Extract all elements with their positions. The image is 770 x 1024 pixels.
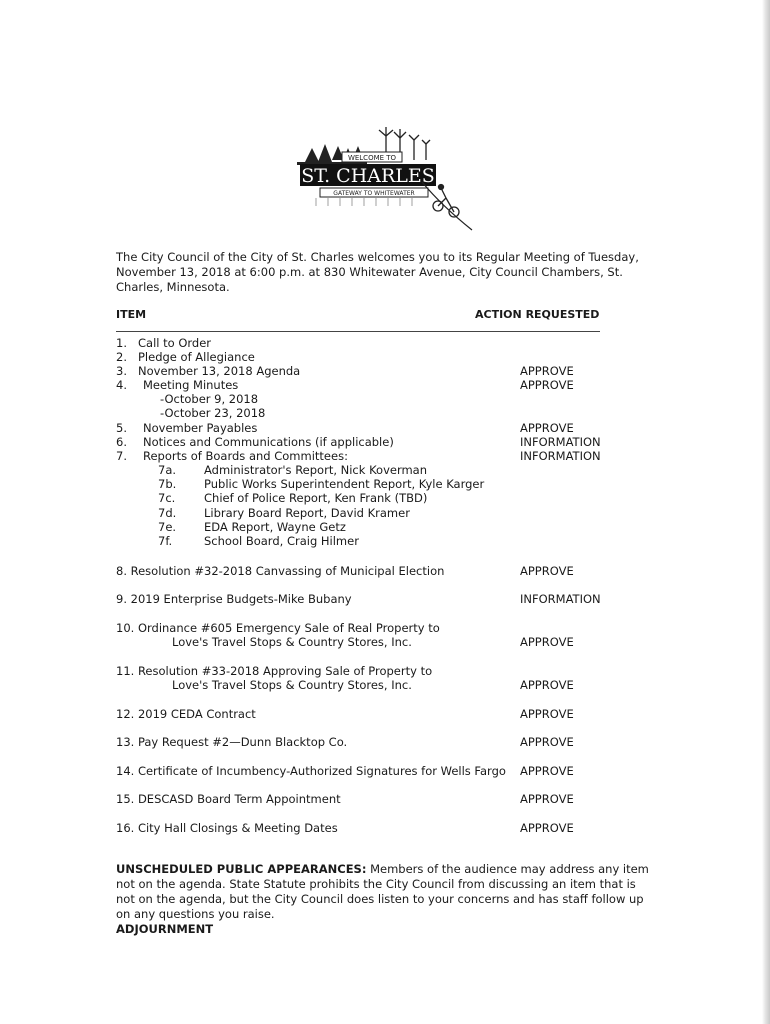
logo-welcome-text: WELCOME TO — [347, 154, 397, 162]
item-text: 8. Resolution #32-2018 Canvassing of Municipal Election — [116, 564, 445, 578]
action-value: APPROVE — [520, 764, 574, 778]
action-value: APPROVE — [520, 421, 574, 435]
item-number: 2. — [116, 350, 127, 364]
item-text: Pledge of Allegiance — [138, 350, 255, 364]
report-number: 7e. — [158, 520, 177, 534]
item-number: 5. — [116, 421, 127, 435]
item-column-header: ITEM — [116, 308, 147, 321]
item-text: Reports of Boards and Committees: — [143, 449, 348, 463]
item-text: November 13, 2018 Agenda — [138, 364, 301, 378]
report-text: Administrator's Report, Nick Koverman — [204, 463, 428, 477]
action-value: APPROVE — [520, 678, 574, 692]
action-column-header: ACTION REQUESTED — [475, 308, 600, 321]
item-text: November Payables — [143, 421, 258, 435]
minutes-date: -October 23, 2018 — [160, 406, 266, 420]
item-text: Call to Order — [138, 336, 212, 350]
item-text: 10. Ordinance #605 Emergency Sale of Real Property to — [116, 621, 440, 635]
item-text-continued: Love's Travel Stops & Country Stores, Inc. — [172, 635, 412, 649]
report-text: School Board, Craig Hilmer — [204, 534, 359, 548]
intro-paragraph: The City Council of the City of St. Charles welcomes you to its Regular Meeting of Tuesday, November 13, 2018 at 6:00 p.m. at 830 Whitewater Avenue, City Council Chambers, St. Charles, Minnesota. — [116, 250, 639, 294]
action-value: APPROVE — [520, 821, 574, 835]
item-number: 3. — [116, 364, 127, 378]
item-text: 13. Pay Request #2—Dunn Blacktop Co. — [116, 735, 348, 749]
action-value: INFORMATION — [520, 435, 601, 449]
minutes-date: -October 9, 2018 — [160, 392, 259, 406]
item-number: 6. — [116, 435, 127, 449]
report-text: EDA Report, Wayne Getz — [204, 520, 346, 534]
report-number: 7c. — [158, 491, 176, 505]
item-number: 7. — [116, 449, 127, 463]
report-number: 7d. — [158, 506, 177, 520]
item-text: 15. DESCASD Board Term Appointment — [116, 792, 341, 806]
report-text: Library Board Report, David Kramer — [204, 506, 410, 520]
item-text: 12. 2019 CEDA Contract — [116, 707, 256, 721]
action-value: APPROVE — [520, 635, 574, 649]
action-value: APPROVE — [520, 364, 574, 378]
item-text: 9. 2019 Enterprise Budgets-Mike Bubany — [116, 592, 352, 606]
public-appearances-paragraph — [116, 862, 656, 937]
item-text: Notices and Communications (if applicable) — [143, 435, 394, 449]
header-divider — [116, 331, 600, 332]
item-number: 4. — [116, 378, 127, 392]
item-text-continued: Love's Travel Stops & Country Stores, Inc. — [172, 678, 412, 692]
logo-name-text: ST. CHARLES — [301, 165, 435, 187]
item-text: 16. City Hall Closings & Meeting Dates — [116, 821, 338, 835]
public-appearances-text: Members of the audience may address any item not on the agenda. State Statute prohibits the City Council from discussing an item that is not on the agenda, but the City Council does listen to your concerns and has staff follow up on any questions you raise. — [116, 862, 649, 921]
report-number: 7a. — [158, 463, 177, 477]
scan-edge — [762, 0, 770, 1024]
logo-gateway-text: GATEWAY TO WHITEWATER — [333, 190, 415, 197]
adjournment-label: ADJOURNMENT — [116, 922, 214, 936]
st-charles-logo — [292, 126, 477, 236]
action-value: INFORMATION — [520, 449, 601, 463]
report-text: Public Works Superintendent Report, Kyle Karger — [204, 477, 485, 491]
action-value: APPROVE — [520, 378, 574, 392]
item-text: Meeting Minutes — [143, 378, 239, 392]
report-text: Chief of Police Report, Ken Frank (TBD) — [204, 491, 428, 505]
report-number: 7b. — [158, 477, 177, 491]
action-value: INFORMATION — [520, 592, 601, 606]
report-number: 7f. — [158, 534, 173, 548]
action-value: APPROVE — [520, 707, 574, 721]
action-value: APPROVE — [520, 564, 574, 578]
item-number: 1. — [116, 336, 127, 350]
public-appearances-label: UNSCHEDULED PUBLIC APPEARANCES: — [116, 862, 367, 876]
item-text: 14. Certificate of Incumbency-Authorized Signatures for Wells Fargo — [116, 764, 506, 778]
item-text: 11. Resolution #33-2018 Approving Sale of Property to — [116, 664, 433, 678]
action-value: APPROVE — [520, 735, 574, 749]
action-value: APPROVE — [520, 792, 574, 806]
